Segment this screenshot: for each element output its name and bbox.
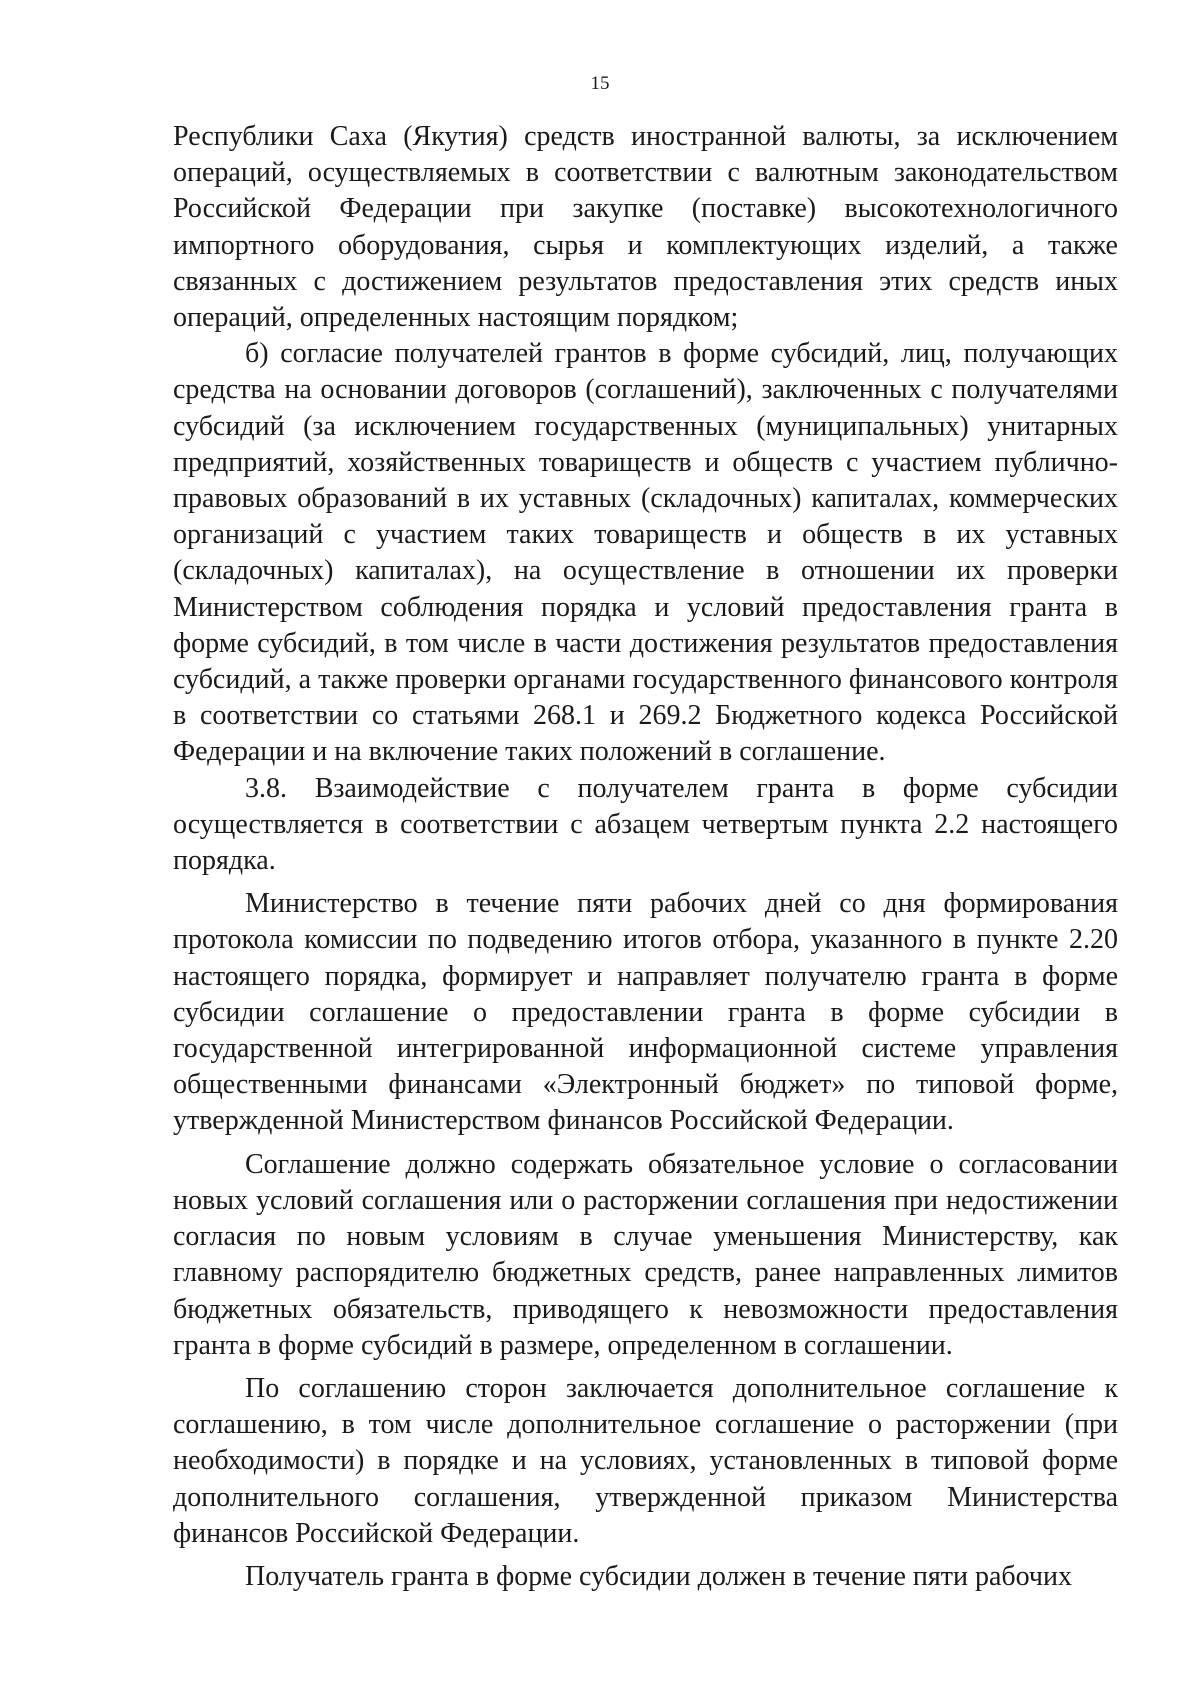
paragraph-ministry-agreement: Министерство в течение пяти рабочих дней со дня формирования протокола комиссии по подведению итогов отбора, указанного в пункте 2.20 настоящего порядка, формирует и направляет получателю гранта в форме субсидии соглашение о предоставлении гранта в форме субсидии в государственной интегрированной информационной системе управления общественными финансами «Электронный бюджет» по типовой форме, утвержденной Министерством финансов Российской Федерации.: [173, 888, 1118, 1137]
paragraph-consent: б) согласие получателей грантов в форме субсидий, лиц, получающих средства на основании договоров (соглашений), заключенных с получателями субсидий (за исключением государственных (муниципальных) унитарных предприятий, хозяйственных товариществ и обществ с участием публично-правовых образований в их уставных (складочных) капиталах, коммерческих организаций с участием таких товариществ и обществ в их уставных (складочных) капиталах), на осуществление в отношении их проверки Министерством соблюдения порядка и условий предоставления гранта в форме субсидий, в том числе в части достижения результатов предоставления субсидий, а также проверки органами государственного финансового контроля в соответствии со статьями 268.1 и 269.2 Бюджетного кодекса Российской Федерации и на включение таких положений в соглашение.: [173, 338, 1118, 768]
paragraph-recipient-obligation: Получатель гранта в форме субсидии должен в течение пяти рабочих: [245, 1560, 1072, 1592]
paragraph-continuation: Республики Саха (Якутия) средств иностранной валюты, за исключением операций, осуществляемых в соответствии с валютным законодательством Российской Федерации при закупке (поставке) высокотехнологичного импортного оборудования, сырья и комплектующих изделий, а также связанных с достижением результатов предоставления этих средств иных операций, определенных настоящим порядком;: [173, 121, 1118, 334]
document-body: [173, 119, 1118, 1595]
page-number: 15: [590, 73, 610, 94]
paragraph-clause-3-8: 3.8. Взаимодействие с получателем гранта в форме субсидии осуществляется в соответствии с абзацем четвертым пункта 2.2 настоящего порядка.: [173, 772, 1118, 877]
paragraph-additional-agreement: По соглашению сторон заключается дополнительное соглашение к соглашению, в том числе дополнительное соглашение о расторжении (при необходимости) в порядке и на условиях, установленных в типовой форме дополнительного соглашения, утвержденной приказом Министерства финансов Российской Федерации.: [173, 1372, 1118, 1549]
paragraph-agreement-conditions: Соглашение должно содержать обязательное условие о согласовании новых условий соглашения или о расторжении соглашения при недостижении согласия по новым условиям в случае уменьшения Министерству, как главному распорядителю бюджетных средств, ранее направленных лимитов бюджетных обязательств, приводящего к невозможности предоставления гранта в форме субсидий в размере, определенном в соглашении.: [173, 1148, 1118, 1361]
